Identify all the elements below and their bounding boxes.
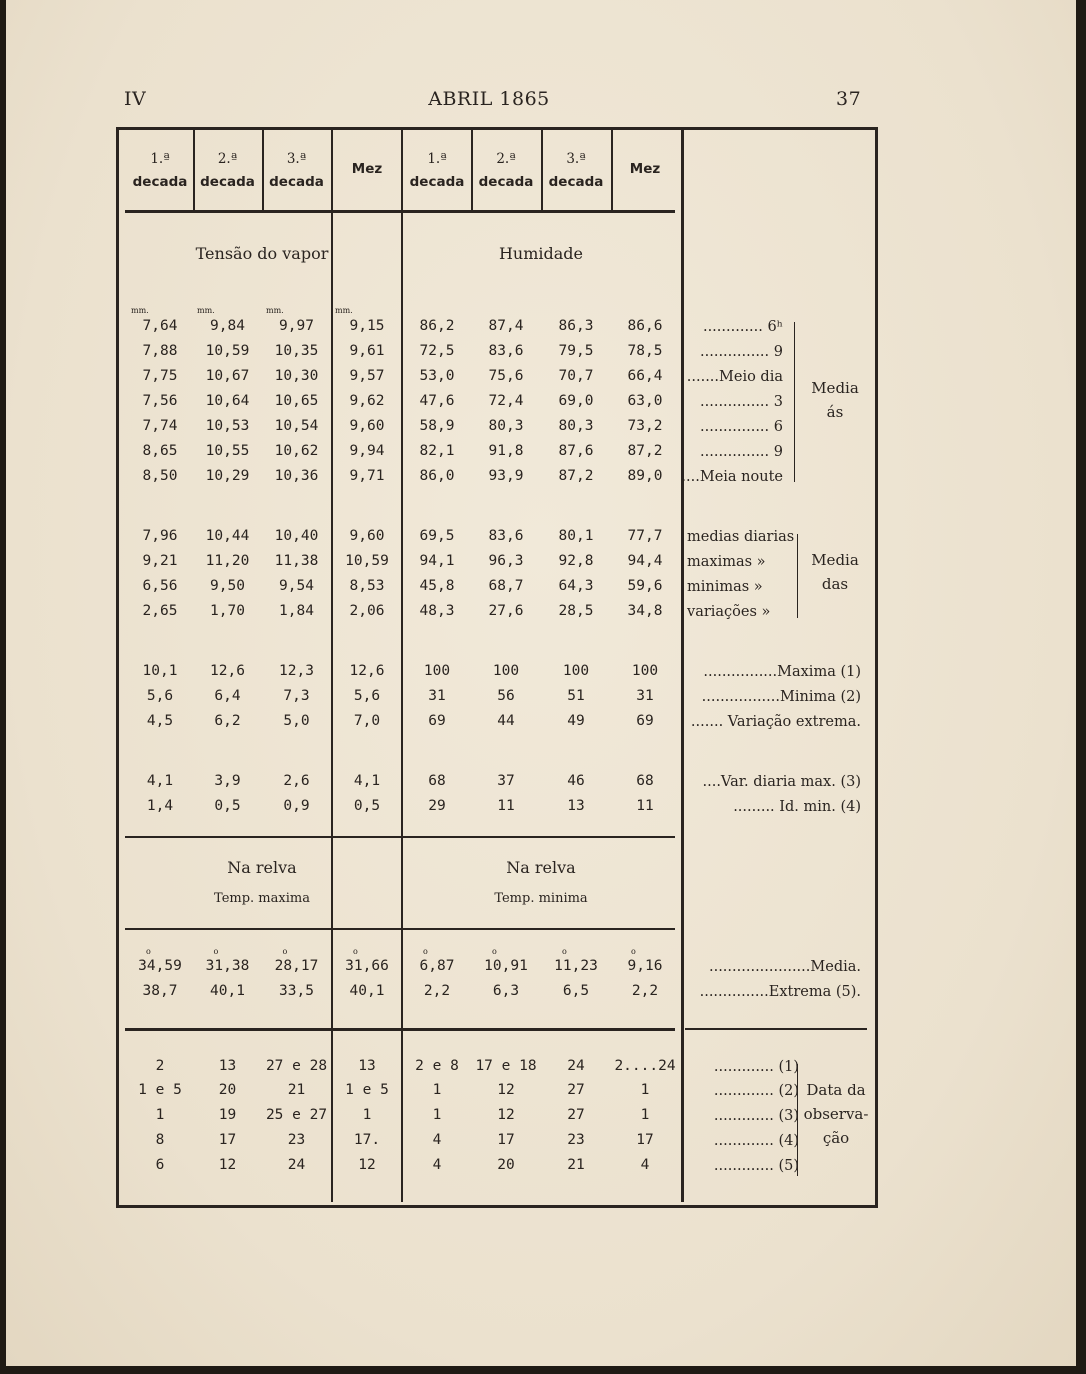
observation-date-cell: 1 bbox=[640, 1082, 650, 1098]
diurnal-variation-cell: 1,4 bbox=[146, 798, 174, 814]
hourly-mean-cell: 9,61 bbox=[349, 343, 385, 359]
hourly-mean-cell: 8,65 bbox=[142, 443, 178, 459]
hourly-mean-cell: 9,57 bbox=[349, 368, 385, 384]
hourly-mean-cell: 72,4 bbox=[488, 393, 524, 409]
column-header-number: 2.ª bbox=[217, 151, 238, 167]
diurnal-variation-label: ......... Id. min. (4) bbox=[733, 799, 861, 815]
observation-date-cell: 2 e 8 bbox=[415, 1058, 459, 1074]
extreme-cell: 100 bbox=[562, 663, 590, 679]
grass-temp-label: ......................Media. bbox=[708, 959, 861, 975]
daily-stats-cell: 48,3 bbox=[419, 603, 455, 619]
daily-stats-cell: 1,84 bbox=[279, 603, 314, 619]
hourly-mean-cell: 87,2 bbox=[627, 443, 663, 459]
brace bbox=[794, 322, 795, 482]
unit-label: mm. bbox=[266, 306, 284, 315]
observation-date-cell: 23 bbox=[567, 1132, 585, 1148]
daily-stats-cell: 77,7 bbox=[627, 528, 663, 544]
column-header-label: decada bbox=[132, 173, 188, 190]
hourly-mean-label: .......Meio dia bbox=[686, 369, 783, 385]
daily-stats-label: variações » bbox=[687, 604, 771, 620]
daily-stats-cell: 10,44 bbox=[205, 528, 250, 544]
diurnal-variation-label: ....Var. diaria max. (3) bbox=[702, 774, 861, 790]
daily-stats-cell: 28,5 bbox=[558, 603, 594, 619]
group-label-text: ção bbox=[822, 1129, 850, 1147]
diurnal-variation-cell: 37 bbox=[497, 773, 515, 789]
daily-stats-cell: 45,8 bbox=[419, 578, 455, 594]
observation-date-cell: 13 bbox=[218, 1058, 237, 1074]
daily-stats-cell: 64,3 bbox=[558, 578, 594, 594]
grass-temp-cell: 11,23 bbox=[554, 958, 598, 974]
observation-date-cell: 1 e 5 bbox=[345, 1082, 389, 1098]
daily-stats-cell: 92,8 bbox=[558, 553, 594, 569]
observation-date-cell: 2 bbox=[155, 1058, 165, 1074]
observation-date-cell: 12 bbox=[358, 1157, 376, 1173]
extreme-cell: 12,6 bbox=[210, 663, 245, 679]
daily-stats-cell: 7,96 bbox=[142, 528, 178, 544]
extreme-cell: 7,0 bbox=[353, 713, 381, 729]
extreme-cell: 5,6 bbox=[146, 688, 174, 704]
observation-date-cell: 27 bbox=[567, 1107, 585, 1123]
diurnal-variation-cell: 0,5 bbox=[214, 798, 241, 814]
hourly-mean-cell: 82,1 bbox=[419, 443, 455, 459]
hourly-mean-cell: 10,55 bbox=[205, 443, 250, 459]
observation-date-cell: 4 bbox=[432, 1157, 442, 1173]
hourly-mean-cell: 47,6 bbox=[419, 393, 455, 409]
observation-date-cell: 17 bbox=[497, 1132, 515, 1148]
observation-date-cell: 1 bbox=[432, 1107, 442, 1123]
degree-symbol: o bbox=[282, 947, 288, 956]
daily-stats-cell: 10,40 bbox=[274, 528, 319, 544]
hourly-mean-cell: 89,0 bbox=[627, 468, 663, 484]
observation-date-cell: 6 bbox=[155, 1157, 165, 1173]
row-rule bbox=[685, 1028, 867, 1030]
unit-label: mm. bbox=[335, 306, 353, 315]
column-header-label: decada bbox=[478, 173, 534, 190]
observation-date-cell: 12 bbox=[218, 1157, 237, 1173]
group-label-data bbox=[803, 1078, 869, 1150]
column-header-number: 1.ª bbox=[150, 151, 170, 167]
grass-temp-cell: 28,17 bbox=[274, 958, 319, 974]
hourly-mean-label: ............... 9 bbox=[700, 344, 783, 360]
hourly-mean-cell: 79,5 bbox=[558, 343, 594, 359]
hourly-mean-cell: 83,6 bbox=[488, 343, 524, 359]
hourly-mean-cell: 66,4 bbox=[627, 368, 663, 384]
hourly-mean-cell: 10,64 bbox=[205, 393, 250, 409]
hourly-mean-cell: 10,35 bbox=[274, 343, 319, 359]
hourly-mean-cell: 86,0 bbox=[419, 468, 455, 484]
hourly-mean-cell: 7,74 bbox=[142, 418, 178, 434]
grass-temp-cell: 33,5 bbox=[279, 983, 314, 999]
row-rule bbox=[125, 928, 675, 930]
degree-symbol: o bbox=[492, 947, 497, 956]
observation-date-cell: 17 e 18 bbox=[475, 1058, 537, 1074]
hourly-mean-cell: 10,53 bbox=[205, 418, 250, 434]
section-title-grass-min: Na relva bbox=[506, 858, 576, 877]
section-title-vapor: Tensão do vapor bbox=[195, 244, 329, 263]
extreme-cell: 12,3 bbox=[279, 663, 314, 679]
grass-temp-cell: 40,1 bbox=[349, 983, 385, 999]
extreme-cell: 31 bbox=[636, 688, 654, 704]
column-header-label: decada bbox=[548, 173, 604, 190]
observation-date-cell: 19 bbox=[218, 1107, 237, 1123]
diurnal-variation-cell: 4,1 bbox=[353, 773, 381, 789]
hourly-mean-label: ............... 3 bbox=[700, 394, 783, 410]
section-title-grass-max: Na relva bbox=[227, 858, 297, 877]
daily-stats-cell: 96,3 bbox=[488, 553, 524, 569]
column-header-number: 3.ª bbox=[286, 151, 307, 167]
extreme-cell: 10,1 bbox=[142, 663, 178, 679]
page-number: 37 bbox=[836, 88, 862, 110]
grass-temp-cell: 9,16 bbox=[627, 958, 663, 974]
degree-symbol: o bbox=[353, 947, 358, 956]
daily-stats-cell: 94,4 bbox=[627, 553, 663, 569]
observation-date-cell: 23 bbox=[287, 1132, 306, 1148]
hourly-mean-label: ............... 6 bbox=[700, 419, 783, 435]
brace bbox=[797, 1064, 798, 1176]
extreme-cell: 6,4 bbox=[214, 688, 241, 704]
extreme-cell: 31 bbox=[428, 688, 446, 704]
hourly-mean-cell: 7,56 bbox=[142, 393, 178, 409]
observation-date-cell: 20 bbox=[497, 1157, 515, 1173]
hourly-mean-cell: 7,75 bbox=[142, 368, 178, 384]
observation-date-cell: 1 bbox=[432, 1082, 442, 1098]
daily-stats-cell: 2,06 bbox=[349, 603, 385, 619]
diurnal-variation-cell: 46 bbox=[567, 773, 585, 789]
hourly-mean-cell: 8,50 bbox=[142, 468, 178, 484]
unit-label: mm. bbox=[131, 306, 149, 315]
extreme-label: .................Minima (2) bbox=[701, 689, 861, 705]
group-label-media-das bbox=[805, 548, 865, 596]
grass-temp-cell: 6,5 bbox=[562, 983, 590, 999]
observation-date-cell: 4 bbox=[432, 1132, 442, 1148]
group-label-text: das bbox=[821, 575, 849, 593]
group-label-text: observa- bbox=[803, 1105, 869, 1123]
observation-date-label: ............. (4) bbox=[713, 1133, 799, 1149]
daily-stats-cell: 80,1 bbox=[558, 528, 594, 544]
grass-temp-cell: 6,3 bbox=[492, 983, 520, 999]
extreme-cell: 6,2 bbox=[214, 713, 241, 729]
extreme-cell: 100 bbox=[423, 663, 451, 679]
observation-date-label: ............. (2) bbox=[713, 1083, 799, 1099]
observation-date-cell: 1 bbox=[640, 1107, 650, 1123]
observation-date-cell: 2....24 bbox=[614, 1058, 676, 1074]
degree-symbol: o bbox=[146, 947, 151, 956]
daily-stats-cell: 69,5 bbox=[419, 528, 455, 544]
hourly-mean-cell: 9,94 bbox=[349, 443, 385, 459]
observation-date-cell: 17 bbox=[636, 1132, 654, 1148]
group-label-media-as bbox=[805, 376, 865, 424]
hourly-mean-cell: 70,7 bbox=[558, 368, 594, 384]
extreme-cell: 69 bbox=[636, 713, 654, 729]
hourly-mean-cell: 72,5 bbox=[419, 343, 455, 359]
observation-date-cell: 24 bbox=[567, 1058, 585, 1074]
column-header-label: Mez bbox=[629, 161, 661, 177]
column-header bbox=[611, 158, 679, 181]
hourly-mean-cell: 9,97 bbox=[279, 318, 314, 334]
grass-temp-cell: 40,1 bbox=[210, 983, 245, 999]
extreme-cell: 5,0 bbox=[283, 713, 310, 729]
hourly-mean-cell: 69,0 bbox=[558, 393, 594, 409]
observation-date-label: ............. (1) bbox=[713, 1059, 799, 1075]
column-rule bbox=[681, 130, 684, 1202]
observation-date-label: ............. (5) bbox=[713, 1158, 799, 1174]
degree-symbol: o bbox=[631, 947, 636, 956]
hourly-mean-label: ....Meia noute bbox=[681, 469, 783, 485]
column-header bbox=[262, 148, 331, 194]
grass-temp-cell: 34,59 bbox=[138, 958, 182, 974]
column-header bbox=[541, 148, 611, 194]
degree-symbol: o bbox=[213, 947, 219, 956]
row-rule bbox=[125, 836, 675, 838]
hourly-mean-cell: 63,0 bbox=[627, 393, 663, 409]
observation-date-label: ............. (3) bbox=[713, 1108, 799, 1124]
hourly-mean-cell: 75,6 bbox=[488, 368, 524, 384]
column-header bbox=[127, 148, 193, 194]
extreme-cell: 44 bbox=[497, 713, 515, 729]
section-title-humidity: Humidade bbox=[498, 244, 584, 263]
data-table bbox=[116, 127, 878, 1208]
observation-date-cell: 13 bbox=[358, 1058, 376, 1074]
group-label-text: Media bbox=[811, 379, 859, 397]
observation-date-cell: 1 bbox=[362, 1107, 372, 1123]
column-rule bbox=[331, 210, 333, 1202]
daily-stats-cell: 9,21 bbox=[142, 553, 178, 569]
hourly-mean-cell: 86,3 bbox=[558, 318, 594, 334]
hourly-mean-cell: 78,5 bbox=[627, 343, 663, 359]
daily-stats-cell: 10,59 bbox=[345, 553, 389, 569]
hourly-mean-cell: 10,62 bbox=[274, 443, 319, 459]
hourly-mean-cell: 73,2 bbox=[627, 418, 663, 434]
observation-date-cell: 24 bbox=[287, 1157, 306, 1173]
observation-date-cell: 27 bbox=[567, 1082, 585, 1098]
hourly-mean-label: ............. 6ʰ bbox=[702, 319, 783, 335]
daily-stats-cell: 11,20 bbox=[205, 553, 250, 569]
brace bbox=[797, 534, 798, 618]
hourly-mean-cell: 91,8 bbox=[488, 443, 524, 459]
hourly-mean-cell: 10,65 bbox=[274, 393, 319, 409]
diurnal-variation-cell: 29 bbox=[428, 798, 446, 814]
hourly-mean-cell: 10,54 bbox=[274, 418, 319, 434]
group-label-text: Data da bbox=[806, 1081, 866, 1099]
hourly-mean-cell: 7,64 bbox=[142, 318, 178, 334]
diurnal-variation-cell: 11 bbox=[497, 798, 515, 814]
column-header-number: 2.ª bbox=[496, 151, 516, 167]
hourly-mean-cell: 9,84 bbox=[210, 318, 245, 334]
hourly-mean-cell: 87,6 bbox=[558, 443, 594, 459]
column-header bbox=[471, 148, 541, 194]
hourly-mean-cell: 93,9 bbox=[488, 468, 524, 484]
degree-symbol: o bbox=[562, 947, 567, 956]
extreme-cell: 4,5 bbox=[146, 713, 174, 729]
diurnal-variation-cell: 0,9 bbox=[283, 798, 310, 814]
observation-date-cell: 21 bbox=[567, 1157, 585, 1173]
daily-stats-cell: 9,54 bbox=[279, 578, 314, 594]
hourly-mean-cell: 9,15 bbox=[349, 318, 385, 334]
diurnal-variation-cell: 0,5 bbox=[353, 798, 381, 814]
hourly-mean-cell: 87,2 bbox=[558, 468, 594, 484]
grass-temp-cell: 38,7 bbox=[142, 983, 178, 999]
daily-stats-cell: 2,65 bbox=[142, 603, 178, 619]
diurnal-variation-cell: 11 bbox=[636, 798, 654, 814]
hourly-mean-label: ............... 9 bbox=[700, 444, 783, 460]
observation-date-cell: 1 bbox=[155, 1107, 165, 1123]
hourly-mean-cell: 7,88 bbox=[142, 343, 178, 359]
hourly-mean-cell: 10,36 bbox=[274, 468, 319, 484]
daily-stats-cell: 9,50 bbox=[210, 578, 245, 594]
diurnal-variation-cell: 2,6 bbox=[283, 773, 310, 789]
row-rule bbox=[125, 210, 675, 213]
daily-stats-cell: 34,8 bbox=[627, 603, 663, 619]
hourly-mean-cell: 10,67 bbox=[205, 368, 250, 384]
group-label-text: Media bbox=[811, 551, 859, 569]
extreme-cell: 100 bbox=[631, 663, 659, 679]
page-section-number: IV bbox=[124, 88, 147, 110]
observation-date-cell: 12 bbox=[497, 1107, 515, 1123]
daily-stats-cell: 9,60 bbox=[349, 528, 385, 544]
column-header-label: decada bbox=[200, 173, 255, 190]
daily-stats-cell: 94,1 bbox=[419, 553, 455, 569]
column-header-label: Mez bbox=[351, 161, 383, 177]
column-header-label: decada bbox=[269, 173, 324, 190]
daily-stats-label: medias diarias bbox=[687, 529, 795, 545]
extreme-cell: 56 bbox=[497, 688, 515, 704]
observation-date-cell: 4 bbox=[640, 1157, 650, 1173]
section-subtitle-grass-min: Temp. minima bbox=[494, 891, 588, 906]
row-rule bbox=[125, 1028, 675, 1031]
diurnal-variation-cell: 68 bbox=[428, 773, 446, 789]
daily-stats-cell: 83,6 bbox=[488, 528, 524, 544]
hourly-mean-cell: 80,3 bbox=[488, 418, 524, 434]
extreme-cell: 49 bbox=[567, 713, 585, 729]
grass-temp-cell: 2,2 bbox=[631, 983, 659, 999]
observation-date-cell: 17. bbox=[353, 1132, 381, 1148]
extreme-label: ................Maxima (1) bbox=[703, 664, 861, 680]
diurnal-variation-cell: 3,9 bbox=[214, 773, 241, 789]
daily-stats-label: maximas » bbox=[687, 554, 766, 570]
daily-stats-cell: 27,6 bbox=[488, 603, 524, 619]
extreme-cell: 5,6 bbox=[353, 688, 381, 704]
grass-temp-cell: 10,91 bbox=[484, 958, 528, 974]
hourly-mean-cell: 10,30 bbox=[274, 368, 319, 384]
daily-stats-cell: 59,6 bbox=[627, 578, 663, 594]
diurnal-variation-cell: 68 bbox=[636, 773, 654, 789]
observation-date-cell: 17 bbox=[218, 1132, 237, 1148]
column-header-number: 3.ª bbox=[566, 151, 586, 167]
grass-temp-cell: 31,66 bbox=[345, 958, 389, 974]
diurnal-variation-cell: 4,1 bbox=[146, 773, 174, 789]
hourly-mean-cell: 10,29 bbox=[205, 468, 250, 484]
daily-stats-cell: 1,70 bbox=[210, 603, 245, 619]
hourly-mean-cell: 86,6 bbox=[627, 318, 663, 334]
extreme-cell: 7,3 bbox=[283, 688, 310, 704]
extreme-cell: 12,6 bbox=[349, 663, 385, 679]
hourly-mean-cell: 58,9 bbox=[419, 418, 455, 434]
daily-stats-cell: 6,56 bbox=[142, 578, 178, 594]
observation-date-cell: 21 bbox=[287, 1082, 306, 1098]
grass-temp-cell: 2,2 bbox=[423, 983, 451, 999]
observation-date-cell: 25 e 27 bbox=[265, 1107, 328, 1123]
hourly-mean-cell: 80,3 bbox=[558, 418, 594, 434]
hourly-mean-cell: 9,71 bbox=[349, 468, 385, 484]
grass-temp-cell: 6,87 bbox=[419, 958, 455, 974]
unit-label: mm. bbox=[197, 306, 215, 315]
section-subtitle-grass-max: Temp. maxima bbox=[214, 891, 310, 906]
extreme-label: ....... Variação extrema. bbox=[690, 714, 861, 730]
diurnal-variation-cell: 13 bbox=[567, 798, 585, 814]
column-header bbox=[193, 148, 262, 194]
page-title: ABRIL 1865 bbox=[428, 88, 550, 110]
hourly-mean-cell: 9,60 bbox=[349, 418, 385, 434]
daily-stats-cell: 68,7 bbox=[488, 578, 524, 594]
grass-temp-cell: 31,38 bbox=[205, 958, 250, 974]
degree-symbol: o bbox=[423, 947, 428, 956]
hourly-mean-cell: 53,0 bbox=[419, 368, 455, 384]
column-header bbox=[403, 148, 471, 194]
daily-stats-cell: 11,38 bbox=[274, 553, 319, 569]
hourly-mean-cell: 86,2 bbox=[419, 318, 455, 334]
observation-date-cell: 27 e 28 bbox=[265, 1058, 328, 1074]
column-header-label: decada bbox=[409, 173, 465, 190]
column-header bbox=[331, 158, 403, 181]
extreme-cell: 100 bbox=[492, 663, 520, 679]
hourly-mean-cell: 87,4 bbox=[488, 318, 524, 334]
grass-temp-label: ...............Extrema (5). bbox=[699, 984, 861, 1000]
observation-date-cell: 8 bbox=[155, 1132, 165, 1148]
daily-stats-label: minimas » bbox=[687, 579, 763, 595]
column-header-number: 1.ª bbox=[427, 151, 447, 167]
extreme-cell: 69 bbox=[428, 713, 446, 729]
observation-date-cell: 12 bbox=[497, 1082, 515, 1098]
group-label-text: ás bbox=[826, 403, 844, 421]
hourly-mean-cell: 9,62 bbox=[349, 393, 385, 409]
daily-stats-cell: 8,53 bbox=[349, 578, 385, 594]
page bbox=[6, 0, 1076, 1366]
hourly-mean-cell: 10,59 bbox=[205, 343, 250, 359]
extreme-cell: 51 bbox=[567, 688, 585, 704]
observation-date-cell: 1 e 5 bbox=[138, 1082, 182, 1098]
observation-date-cell: 20 bbox=[218, 1082, 237, 1098]
